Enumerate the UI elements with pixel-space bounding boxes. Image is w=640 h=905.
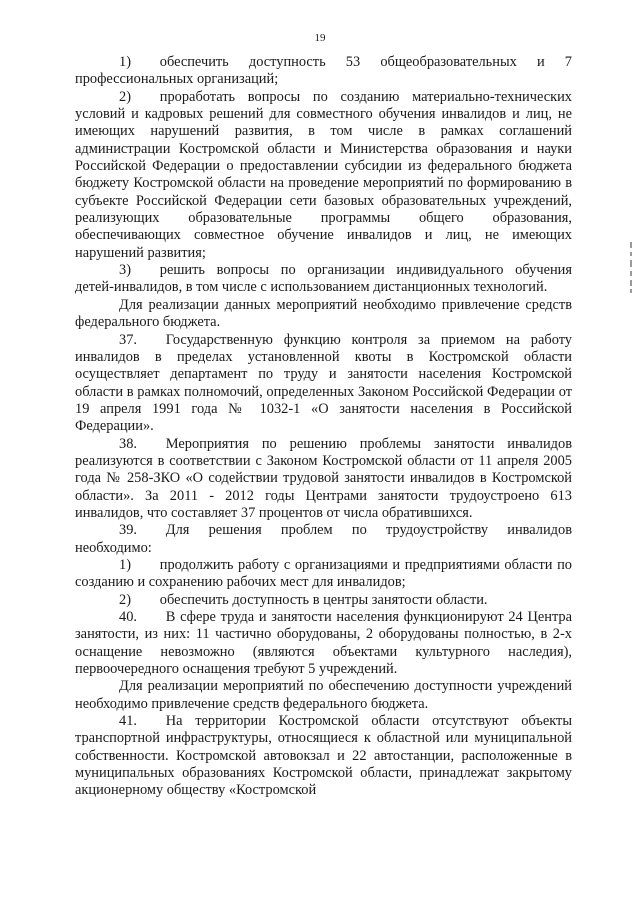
list-item-1-accessibility: 1) обеспечить доступность 53 общеобразовательных и 7 профессиональных организаций;: [75, 54, 572, 88]
clause-38: 38. Мероприятия по решению проблемы занятости инвалидов реализуются в соответствии с Законом Костромской области от 11 апреля 2005 года № 258-ЗКО «О содействии трудовой занятости инвалидов в Костромской области». За 2011 - 2012 годы Центрами занятости трудоустроено 613 инвалидов, что составляет 37 процентов от числа обратившихся.: [75, 435, 572, 521]
clause-39-item-2: 2) обеспечить доступность в центры занятости области.: [119, 591, 488, 608]
clause-39: 39. Для решения проблем по трудоустройству инвалидов необходимо:: [75, 522, 572, 556]
clause-40: 40. В сфере труда и занятости населения функционируют 24 Центра занятости, из них: 11 частично оборудованы, 2 оборудованы полностью, в 2-х оснащение невозможно (являются объектами культурного наследия), первоочередного оснащения требуют 5 учреждений.: [75, 609, 572, 678]
clause-39-item-1: 1) продолжить работу с организациями и предприятиями области по созданию и сохранению рабочих мест для инвалидов;: [75, 556, 572, 591]
document-body: [75, 54, 572, 800]
funding-note-education: Для реализации данных мероприятий необходимо привлечение средств федерального бюджета.: [75, 296, 572, 331]
funding-note-employment: Для реализации мероприятий по обеспечению доступности учреждений необходимо привлечение средств федерального бюджета.: [75, 678, 572, 712]
clause-41: 41. На территории Костромской области отсутствуют объекты транспортной инфраструктуры, относящиеся к областной или муниципальной собственности. Костромской автовокзал и 22 автостанции, расположенные в муниципальных образованиях Костромской области, принадлежат закрытому акционерному обществу «Костромской: [75, 713, 572, 799]
list-item-2-joint-education: 2) проработать вопросы по созданию материально-технических условий и кадровых решений для совместного обучения инвалидов и лиц, не имеющих нарушений развития, в том числе в рамках соглашений администрации Костромской области и Министерства образования и науки Российской Федерации о предоставлении субсидии из федерального бюджета бюджету Костромской области на проведение мероприятий по формированию в субъекте Российской Федерации сети базовых образовательных учреждений, реализующих образовательные программы общего образования, обеспечивающих совместное обучение инвалидов и лиц, не имеющих нарушений развития;: [75, 88, 572, 261]
page-number: 19: [314, 32, 326, 44]
clause-37: 37. Государственную функцию контроля за приемом на работу инвалидов в пределах установленной квоты в Костромской области осуществляет департамент по труду и занятости населения Костромской области в рамках полномочий, определенных Законом Российской Федерации от 19 апреля 1991 года № 1032-1 «О занятости населения в Российской Федерации».: [75, 331, 572, 435]
scan-margin-mark: [626, 242, 636, 294]
list-item-3-individual-education: 3) решить вопросы по организации индивидуального обучения детей-инвалидов, в том числе с использованием дистанционных технологий.: [75, 262, 572, 296]
